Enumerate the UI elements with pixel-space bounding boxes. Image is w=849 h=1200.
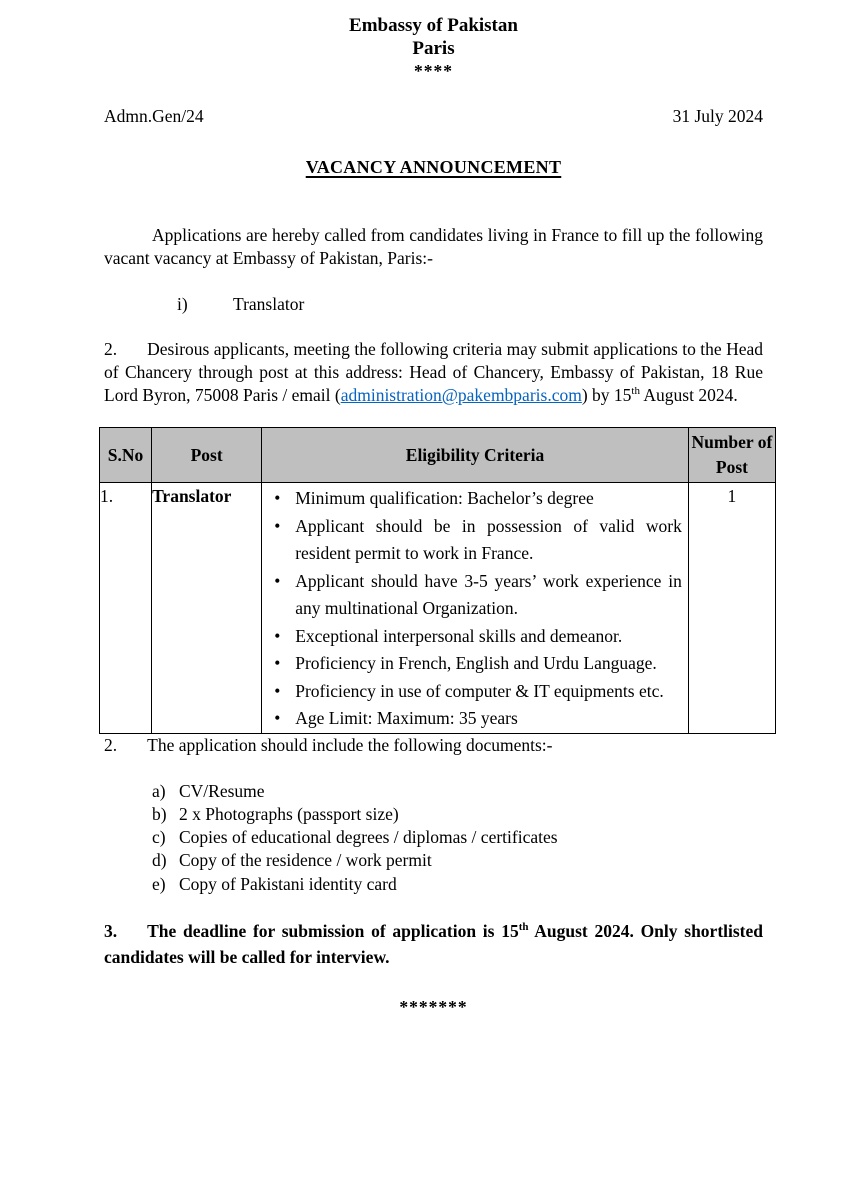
reference-row	[104, 105, 763, 128]
cell-post: Translator	[152, 483, 262, 734]
list-item: d) Copy of the residence / work permit	[104, 849, 763, 872]
list-marker: b)	[152, 803, 167, 824]
bullet-icon: •	[274, 570, 281, 591]
footer-stars-divider: *******	[399, 996, 468, 1017]
criteria-item: • Applicant should have 3-5 years’ work experience in any multinational Organization.	[272, 568, 682, 623]
list-item: b) 2 x Photographs (passport size)	[104, 803, 763, 826]
application-instructions-paragraph: 2. Desirous applicants, meeting the following criteria may submit applications to the Head of Chancery through post at this address: Head of Chancery, Embassy of Pakistan, 18 Rue Lord Byron, 75008 Paris / email (administration@pakembparis.com) by 15th August 2024.	[104, 339, 763, 405]
cell-eligibility-criteria	[262, 483, 689, 734]
bullet-icon: •	[274, 488, 281, 508]
column-header-sno: S.No	[100, 428, 152, 483]
org-city: Paris	[412, 38, 455, 59]
paragraph-number: 2.	[104, 339, 118, 359]
column-header-post: Post	[152, 428, 262, 483]
ordinal-superscript: th	[631, 385, 640, 398]
ordinal-superscript: th	[518, 921, 529, 934]
deadline-paragraph: 3. The deadline for submission of application is 15th August 2024. Only shortlisted candidates will be called for interview.	[104, 920, 764, 967]
criteria-item: • Proficiency in French, English and Urdu Language.	[272, 650, 682, 678]
intro-paragraph: Applications are hereby called from candidates living in France to fill up the following vacant vacancy at Embassy of Pakistan, Paris:-	[104, 225, 763, 268]
paragraph-number: 2.	[104, 734, 118, 755]
list-marker: e)	[152, 873, 166, 894]
cell-number-of-post: 1	[688, 483, 775, 734]
bullet-icon: •	[274, 653, 281, 673]
criteria-list	[262, 483, 688, 733]
column-header-number-of-post: Number of Post	[688, 428, 775, 483]
criteria-item: • Minimum qualification: Bachelor’s degree	[272, 485, 682, 513]
list-item: a) CV/Resume	[104, 780, 763, 803]
vacancy-table	[99, 427, 776, 734]
bullet-icon: •	[274, 625, 281, 646]
header-stars-divider: ****	[414, 61, 453, 81]
paragraph-number: 3.	[104, 920, 118, 941]
criteria-item: • Proficiency in use of computer & IT equipments etc.	[272, 678, 682, 706]
email-link[interactable]: administration@pakembparis.com	[340, 385, 582, 405]
list-marker: c)	[152, 827, 166, 848]
vacancy-list-text: Translator	[233, 294, 305, 314]
table-row	[100, 483, 776, 734]
cell-sno: 1.	[100, 483, 152, 734]
list-marker: a)	[152, 780, 166, 801]
document-date: 31 July 2024	[672, 106, 763, 126]
list-marker: d)	[152, 850, 167, 871]
vacancy-list-marker: i)	[177, 294, 188, 314]
documents-paragraph: 2. The application should include the following documents:-	[104, 734, 553, 755]
list-item: e) Copy of Pakistani identity card	[104, 873, 763, 896]
document-title: VACANCY ANNOUNCEMENT	[305, 157, 562, 177]
bullet-icon: •	[274, 680, 281, 701]
reference-number: Admn.Gen/24	[104, 106, 204, 126]
org-name: Embassy of Pakistan	[349, 15, 518, 36]
bullet-icon: •	[274, 708, 281, 728]
criteria-item: • Exceptional interpersonal skills and demeanor.	[272, 623, 682, 651]
bullet-icon: •	[274, 515, 281, 536]
list-item: c) Copies of educational degrees / diplomas / certificates	[104, 826, 763, 849]
table-header-row	[100, 428, 776, 483]
column-header-eligibility: Eligibility Criteria	[262, 428, 689, 483]
criteria-item: • Applicant should be in possession of valid work resident permit to work in France.	[272, 513, 682, 568]
documents-list	[104, 780, 763, 896]
vacancy-list-item	[104, 293, 763, 316]
criteria-item: • Age Limit: Maximum: 35 years	[272, 705, 682, 733]
